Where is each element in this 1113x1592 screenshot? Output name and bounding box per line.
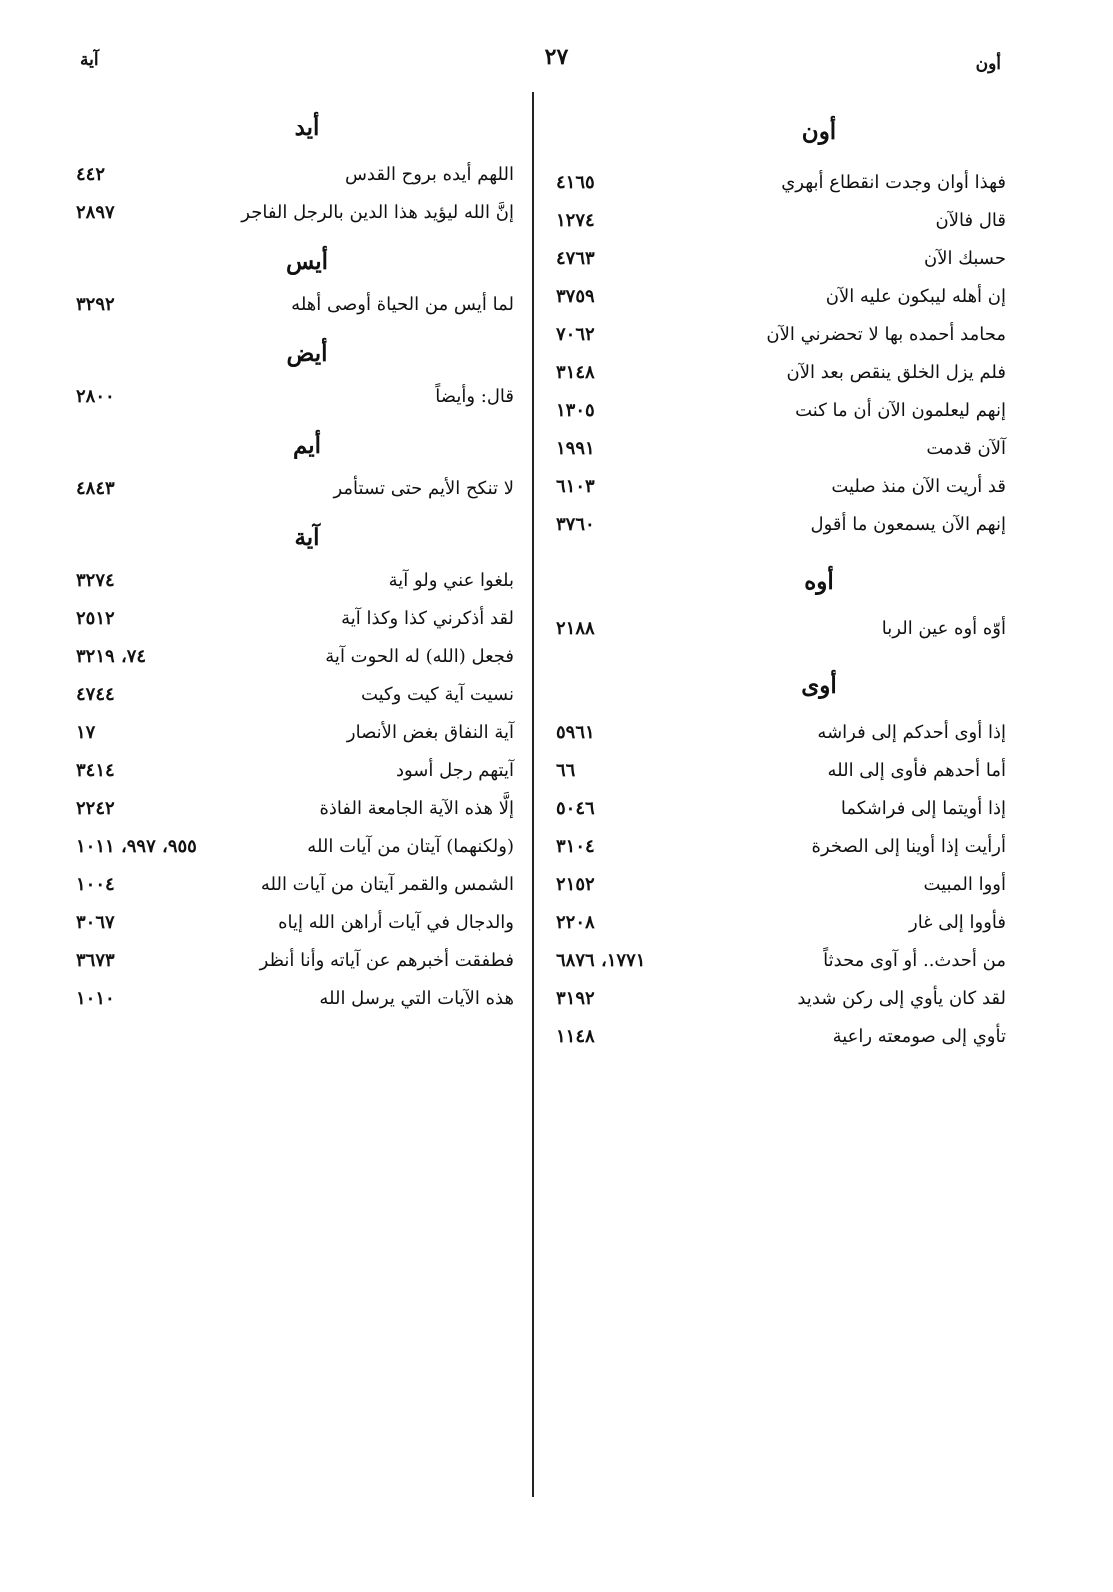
index-entry [66, 830, 518, 868]
entry-text: الشمس والقمر آيتان من آيات الله [260, 874, 514, 895]
running-head-left: آية [80, 50, 99, 70]
entry-text: لما أيس من الحياة أوصى أهله [291, 294, 514, 315]
entry-text: أوّه أوه عين الربا [881, 618, 1006, 639]
index-entry [548, 868, 1010, 906]
index-entry [66, 868, 518, 906]
index-entry [66, 158, 518, 196]
entry-refs: ٣٧٥٩ [556, 286, 595, 307]
index-entry [548, 470, 1010, 508]
section-heading: أيم [292, 432, 322, 459]
entry-refs: ٥٠٤٦ [556, 798, 595, 819]
entry-refs: ٣٦٧٣ [76, 950, 115, 971]
index-entry [548, 356, 1010, 394]
entry-text: أما أحدهم فأوى إلى الله [827, 760, 1006, 781]
entry-refs: ٧٠٦٢ [556, 324, 595, 345]
entry-refs: ١٩٩١ [556, 438, 595, 459]
entry-text: لقد أذكرني كذا وكذا آية [341, 608, 514, 629]
entry-refs: ٤٧٤٤ [76, 684, 115, 705]
entry-text: إذا أوى أحدكم إلى فراشه [817, 722, 1006, 743]
index-entry [548, 944, 1010, 982]
entry-refs: ٧٤، ٣٢١٩ [76, 646, 147, 667]
entry-refs: ٦١٠٣ [556, 476, 595, 497]
entry-refs: ٣٢٩٢ [76, 294, 115, 315]
section-heading: أيد [294, 114, 320, 141]
index-entry [548, 242, 1010, 280]
entry-text: اللهم أيده بروح القدس [344, 164, 514, 185]
index-entry [548, 1020, 1010, 1058]
index-entry [66, 906, 518, 944]
index-entry [66, 640, 518, 678]
entry-text: أرأيت إذا أوينا إلى الصخرة [811, 836, 1006, 857]
entry-refs: ٤٧٦٣ [556, 248, 595, 269]
entry-text: بلغوا عني ولو آية [388, 570, 514, 591]
index-entry [548, 612, 1010, 650]
right-column [548, 98, 1010, 1058]
entry-text: إنَّ الله ليؤيد هذا الدين بالرجل الفاجر [241, 202, 514, 223]
entry-refs: ١٢٧٤ [556, 210, 595, 231]
entry-refs: ٣٤١٤ [76, 760, 115, 781]
index-entry [66, 754, 518, 792]
running-head-right: أون [975, 54, 1001, 74]
entry-text: فهذا أوان وجدت انقطاع أبهري [781, 172, 1006, 193]
index-entry [548, 830, 1010, 868]
entry-refs: ٥٩٦١ [556, 722, 595, 743]
entry-refs: ٢٢٤٢ [76, 798, 115, 819]
entry-refs: ٢٥١٢ [76, 608, 115, 629]
index-entry [548, 982, 1010, 1020]
page-header [60, 44, 1053, 84]
section-heading: أوى [801, 672, 837, 699]
entry-text: فلم يزل الخلق ينقص بعد الآن [786, 362, 1006, 383]
index-entry [548, 508, 1010, 546]
index-entry [548, 318, 1010, 356]
index-entry [66, 792, 518, 830]
entry-refs: ٤٤٢ [76, 164, 106, 185]
left-column [66, 98, 518, 1020]
index-entry [548, 432, 1010, 470]
entry-text: والدجال في آيات أراهن الله إياه [278, 912, 514, 933]
entry-refs: ١٧ [76, 722, 96, 743]
entry-refs: ٦٦ [556, 760, 576, 781]
entry-refs: ١٠٠٤ [76, 874, 115, 895]
section-heading: أون [801, 118, 837, 145]
entry-refs: ٣٧٦٠ [556, 514, 595, 535]
entry-text: نسيت آية كيت وكيت [360, 684, 514, 705]
index-entry [66, 602, 518, 640]
entry-text: إذا أويتما إلى فراشكما [840, 798, 1006, 819]
entry-refs: ٢٨٩٧ [76, 202, 115, 223]
index-entry [548, 716, 1010, 754]
entry-text: آية النفاق بغض الأنصار [346, 722, 514, 743]
section-heading: أوه [804, 568, 834, 595]
entry-text: (ولكنهما) آيتان من آيات الله [307, 836, 514, 857]
column-divider [532, 92, 534, 1497]
entry-text: إنهم الآن يسمعون ما أقول [810, 514, 1006, 535]
entry-text: إن أهله ليبكون عليه الآن [825, 286, 1006, 307]
entry-refs: ٢٢٠٨ [556, 912, 595, 933]
entry-text: إلَّا هذه الآية الجامعة الفاذة [319, 798, 514, 819]
entry-refs: ١١٤٨ [556, 1026, 595, 1047]
entry-text: لقد كان يأوي إلى ركن شديد [797, 988, 1006, 1009]
entry-text: آيتهم رجل أسود [395, 760, 514, 781]
index-entry [66, 196, 518, 234]
index-entry [548, 280, 1010, 318]
index-entry [548, 204, 1010, 242]
entry-text: إنهم ليعلمون الآن أن ما كنت [795, 400, 1006, 421]
section-heading: أيس [285, 248, 329, 275]
index-entry [66, 944, 518, 982]
entry-refs: ٣٠٦٧ [76, 912, 115, 933]
entry-text: فجعل (الله) له الحوت آية [325, 646, 514, 667]
index-entry [66, 288, 518, 326]
index-entry [66, 716, 518, 754]
index-entry [548, 906, 1010, 944]
index-entry [66, 564, 518, 602]
index-entry [548, 166, 1010, 204]
entry-refs: ٣٢٧٤ [76, 570, 115, 591]
index-entry [66, 472, 518, 510]
index-entry [66, 982, 518, 1020]
entry-refs: ٢١٨٨ [556, 618, 595, 639]
section-heading: آية [294, 524, 320, 551]
index-entry [548, 754, 1010, 792]
entry-refs: ٢١٥٢ [556, 874, 595, 895]
entry-text: فأووا إلى غار [909, 912, 1006, 933]
entry-text: من أحدث.. أو آوى محدثاً [823, 950, 1006, 971]
entry-refs: ١٣٠٥ [556, 400, 595, 421]
entry-refs: ٩٥٥، ٩٩٧، ١٠١١ [76, 836, 197, 857]
entry-text: محامد أحمده بها لا تحضرني الآن [766, 324, 1006, 345]
entry-text: لا تنكح الأيم حتى تستأمر [333, 478, 514, 499]
index-entry [548, 394, 1010, 432]
entry-refs: ١٠١٠ [76, 988, 115, 1009]
entry-text: حسبك الآن [924, 248, 1006, 269]
entry-text: تأوي إلى صومعته راعية [832, 1026, 1006, 1047]
entry-refs: ٣١٩٢ [556, 988, 595, 1009]
section-heading: أيض [286, 340, 328, 367]
entry-text: آلآن قدمت [926, 438, 1006, 459]
entry-text: هذه الآيات التي يرسل الله [319, 988, 514, 1009]
entry-text: قد أريت الآن منذ صليت [831, 476, 1006, 497]
page-number: ٢٧ [544, 44, 569, 70]
entry-text: أووا المبيت [923, 874, 1006, 895]
entry-refs: ٣١٤٨ [556, 362, 595, 383]
entry-refs: ٤١٦٥ [556, 172, 595, 193]
entry-refs: ٣١٠٤ [556, 836, 595, 857]
index-entry [66, 678, 518, 716]
index-entry [548, 792, 1010, 830]
entry-text: قال فالآن [935, 210, 1006, 231]
entry-refs: ١٧٧١، ٦٨٧٦ [556, 950, 646, 971]
entry-refs: ٢٨٠٠ [76, 386, 115, 407]
index-entry [66, 380, 518, 418]
entry-text: فطفقت أخبرهم عن آياته وأنا أنظر [259, 950, 514, 971]
entry-refs: ٤٨٤٣ [76, 478, 115, 499]
entry-text: قال: وأيضاً [435, 386, 514, 407]
